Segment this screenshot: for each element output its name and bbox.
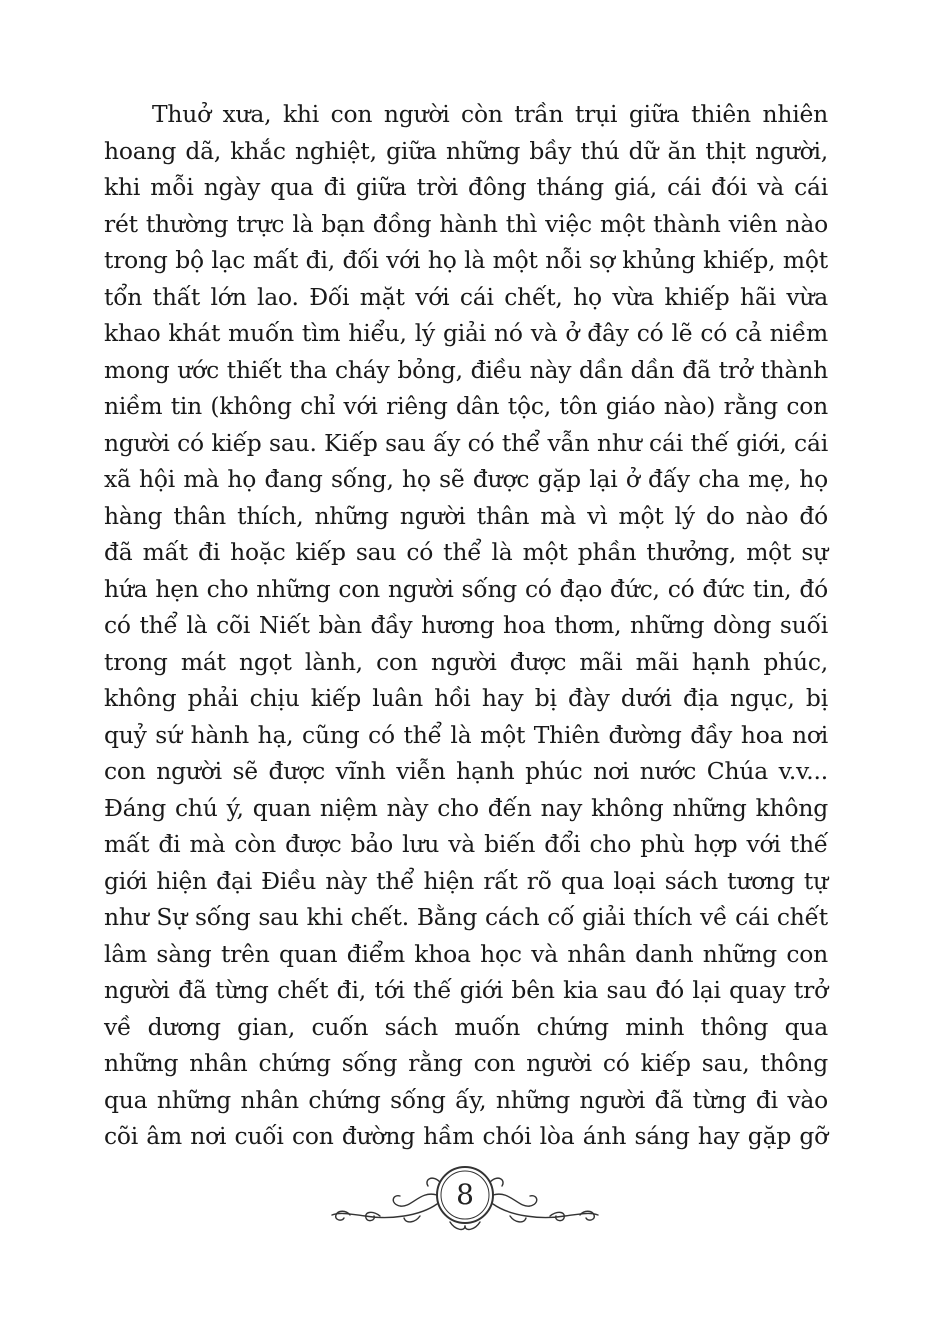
- text-line: hứa hẹn cho những con người sống có đạo đức, có đức tin, đó: [104, 574, 828, 603]
- text-line: cõi âm nơi cuối con đường hầm chói lòa ánh sáng hay gặp gỡ: [104, 1122, 828, 1150]
- text-line: hàng thân thích, những người thân mà vì một lý do nào đó: [104, 501, 828, 530]
- text-line: mất đi mà còn được bảo lưu và biến đổi cho phù hợp với thế: [104, 830, 828, 858]
- text-line: xã hội mà họ đang sống, họ sẽ được gặp lại ở đấy cha mẹ, họ: [104, 465, 828, 493]
- text-line: có thể là cõi Niết bàn đầy hương hoa thơm, những dòng suối: [104, 611, 828, 639]
- text-line: Đáng chú ý, quan niệm này cho đến nay không những không: [104, 793, 828, 822]
- text-line: mong ước thiết tha cháy bỏng, điều này dần dần đã trở thành: [104, 355, 828, 384]
- text-line: lâm sàng trên quan điểm khoa học và nhân danh những con: [104, 939, 828, 968]
- text-line: giới hiện đại Điều này thể hiện rất rõ qua loại sách tương tự: [104, 866, 828, 895]
- text-line: trong mát ngọt lành, con người được mãi mãi hạnh phúc,: [104, 647, 828, 676]
- text-line: đã mất đi hoặc kiếp sau có thể là một phần thưởng, một sự: [104, 538, 828, 566]
- text-line: rét thường trực là bạn đồng hành thì việc một thành viên nào: [104, 209, 828, 238]
- text-line: người có kiếp sau. Kiếp sau ấy có thể vẫn như cái thế giới, cái: [104, 428, 828, 457]
- text-line: trong bộ lạc mất đi, đối với họ là một nỗi sợ khủng khiếp, một: [104, 246, 828, 274]
- text-line: về dương gian, cuốn sách muốn chứng minh thông qua: [104, 1012, 828, 1041]
- text-line: người đã từng chết đi, tới thế giới bên kia sau đó lại quay trở: [104, 976, 828, 1004]
- text-line: không phải chịu kiếp luân hồi hay bị đày dưới địa ngục, bị: [104, 684, 828, 712]
- text-line: con người sẽ được vĩnh viễn hạnh phúc nơi nước Chúa v.v...: [104, 757, 828, 785]
- text-line: qua những nhân chứng sống ấy, những người đã từng đi vào: [104, 1085, 828, 1114]
- text-line: tổn thất lớn lao. Đối mặt với cái chết, họ vừa khiếp hãi vừa: [104, 282, 828, 311]
- text-line: khao khát muốn tìm hiểu, lý giải nó và ở đây có lẽ có cả niềm: [104, 319, 828, 347]
- text-line: những nhân chứng sống rằng con người có kiếp sau, thông: [104, 1049, 828, 1077]
- page-number-ornament: [320, 1160, 610, 1240]
- text-line: quỷ sứ hành hạ, cũng có thể là một Thiên đường đầy hoa nơi: [104, 720, 828, 749]
- text-line: Thuở xưa, khi con người còn trần trụi giữa thiên nhiên: [152, 100, 828, 128]
- body-text: [104, 96, 828, 1155]
- text-line: niềm tin (không chỉ với riêng dân tộc, tôn giáo nào) rằng con: [104, 392, 828, 420]
- text-line: hoang dã, khắc nghiệt, giữa những bầy thú dữ ăn thịt người,: [104, 136, 828, 165]
- text-line: khi mỗi ngày qua đi giữa trời đông tháng giá, cái đói và cái: [104, 173, 828, 201]
- page-number: 8: [456, 1178, 474, 1211]
- text-line: như Sự sống sau khi chết. Bằng cách cố giải thích về cái chết: [104, 903, 828, 931]
